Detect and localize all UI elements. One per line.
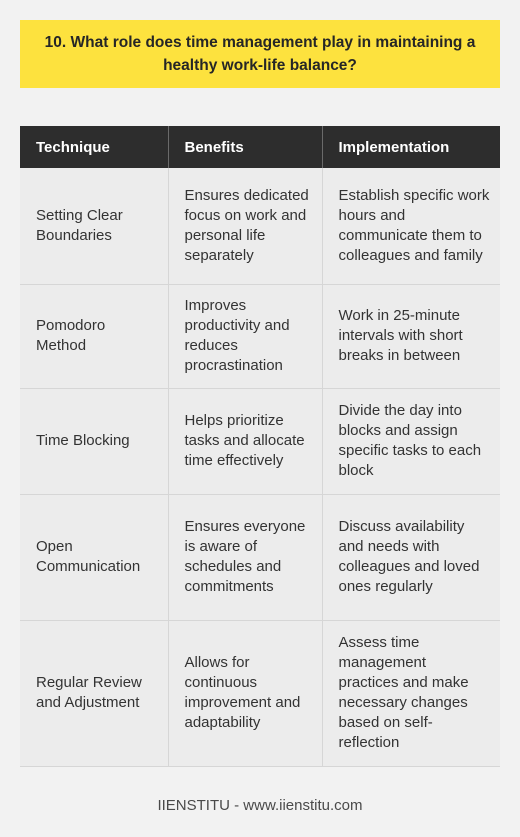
table-row	[20, 494, 500, 620]
cell-technique: Open Communication	[20, 494, 168, 620]
cell-benefits: Allows for continuous improvement and adaptability	[168, 620, 322, 766]
footer-credit: IIENSTITU - www.iienstitu.com	[157, 797, 363, 814]
table-row	[20, 168, 500, 284]
header-technique: Technique	[20, 126, 168, 168]
cell-benefits: Ensures dedicated focus on work and personal life separately	[168, 168, 322, 284]
cell-technique: Regular Review and Adjustment	[20, 620, 168, 766]
cell-technique: Pomodoro Method	[20, 284, 168, 388]
cell-technique: Setting Clear Boundaries	[20, 168, 168, 284]
header-benefits: Benefits	[168, 126, 322, 168]
page-title: 10. What role does time management play in maintaining a healthy work-life balance?	[44, 34, 476, 74]
techniques-table	[20, 126, 500, 767]
table-header-row	[20, 126, 500, 168]
cell-implementation: Divide the day into blocks and assign specific tasks to each block	[322, 388, 500, 494]
table-row	[20, 284, 500, 388]
header-implementation: Implementation	[322, 126, 500, 168]
table-row	[20, 620, 500, 766]
cell-technique: Time Blocking	[20, 388, 168, 494]
cell-implementation: Establish specific work hours and communicate them to colleagues and family	[322, 168, 500, 284]
cell-benefits: Ensures everyone is aware of schedules and commitments	[168, 494, 322, 620]
cell-implementation: Assess time management practices and make necessary changes based on self-reflection	[322, 620, 500, 766]
cell-implementation: Work in 25-minute intervals with short breaks in between	[322, 284, 500, 388]
cell-benefits: Improves productivity and reduces procrastination	[168, 284, 322, 388]
table-row	[20, 388, 500, 494]
title-banner	[20, 20, 500, 88]
cell-benefits: Helps prioritize tasks and allocate time effectively	[168, 388, 322, 494]
cell-implementation: Discuss availability and needs with colleagues and loved ones regularly	[322, 494, 500, 620]
